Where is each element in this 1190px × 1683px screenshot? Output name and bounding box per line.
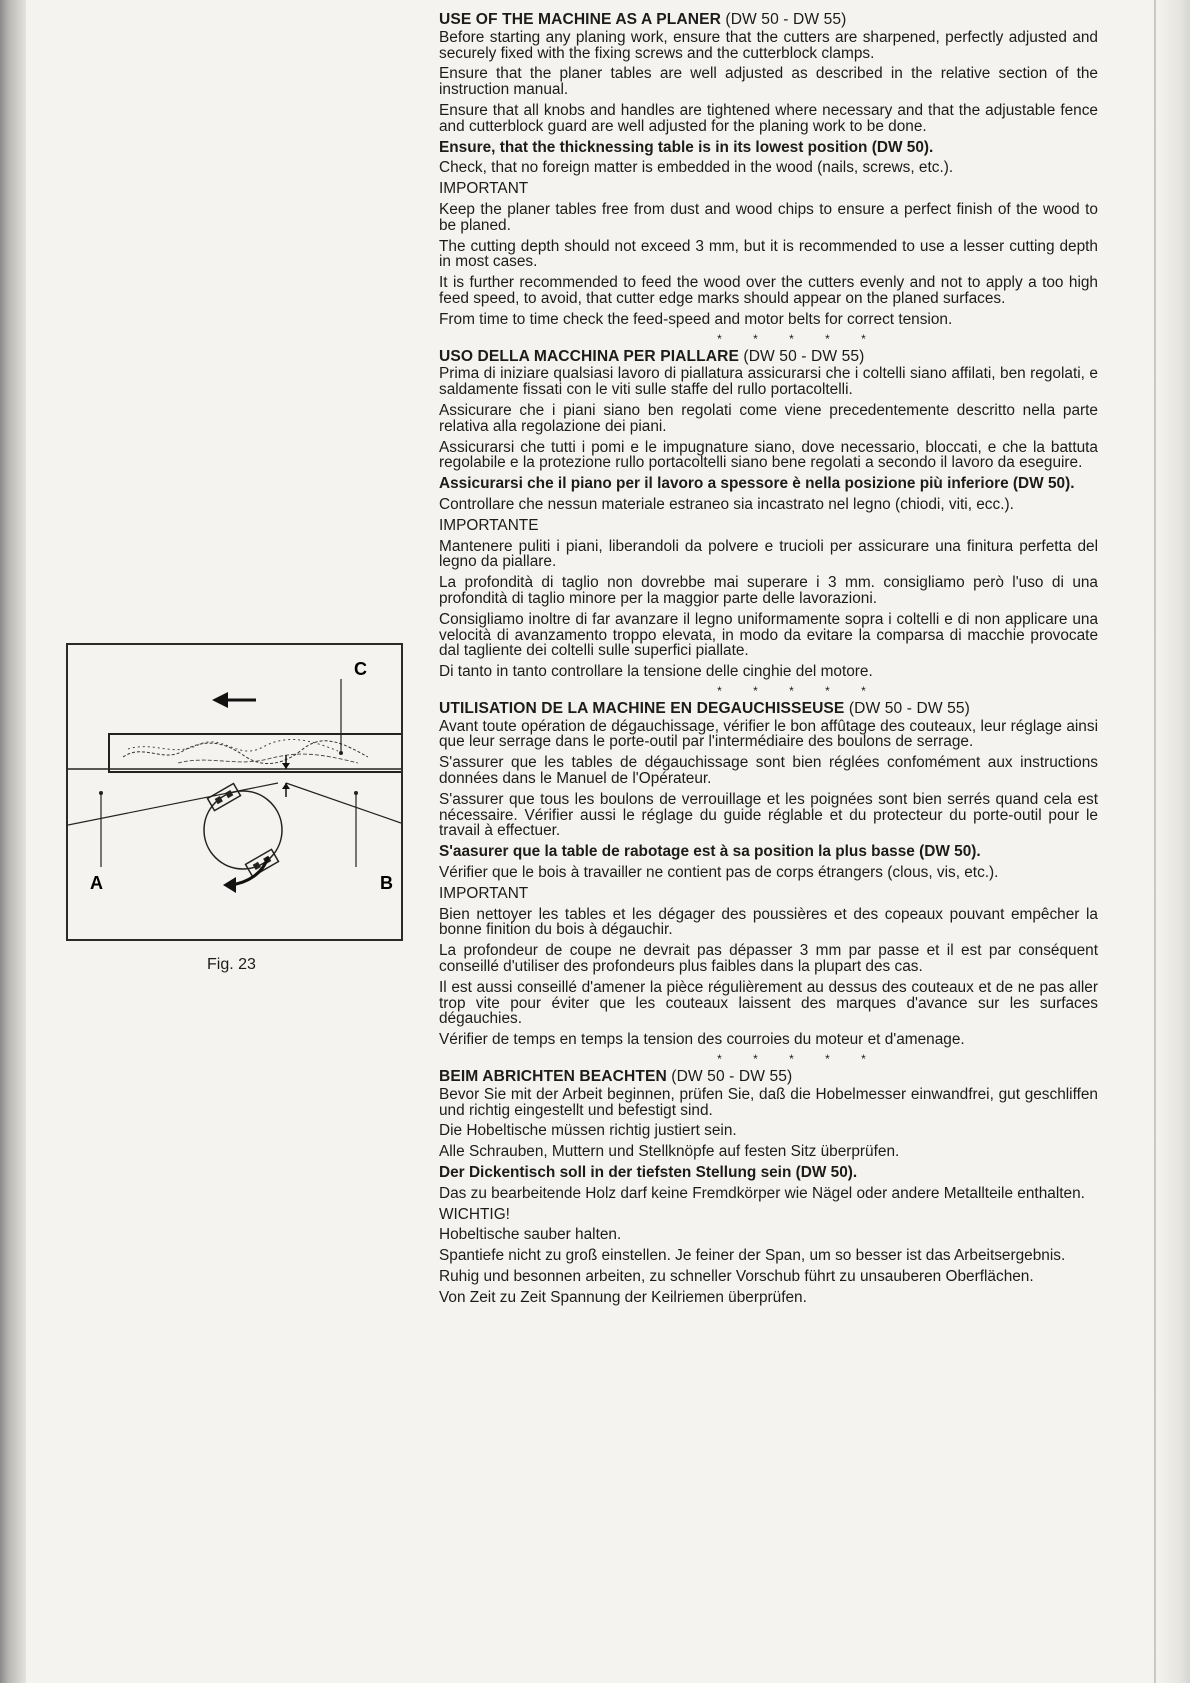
section-separator: * * * * * — [717, 1052, 880, 1067]
paragraph: Vérifier que le bois à travailler ne contient pas de corps étrangers (clous, vis, etc.). — [439, 864, 999, 882]
section-1 — [439, 349, 1098, 680]
paragraph: Prima di iniziare qualsiasi lavoro di piallatura assicurarsi che i coltelli siano affilati, ben regolati, e saldamente fissati con le viti sulle staffe del rullo portacoltelli. — [439, 365, 1098, 399]
page-edge — [1156, 0, 1190, 1683]
paragraph: Check, that no foreign matter is embedded in the wood (nails, screws, etc.). — [439, 159, 954, 177]
label-c: C — [354, 659, 367, 679]
section-heading — [439, 701, 1098, 717]
paragraph: Di tanto in tanto controllare la tensione delle cinghie del motore. — [439, 663, 873, 681]
paragraph: S'assurer que tous les boulons de verrouillage et les poignées sont bien serrés quand cela est nécessaire. Vérifier aussi le réglage du guide réglable et du protecteur du porte-outil pour le travail à effectuer. — [439, 790, 1098, 840]
section-title: USE OF THE MACHINE AS A PLANER — [439, 11, 721, 28]
section-heading — [439, 12, 1098, 28]
paragraph: Assicurarsi che tutti i pomi e le impugnature siano, dove necessario, bloccati, e che la battuta regolabile e la protezione rullo portacoltelli siano bene regolati a secondo il lavoro da eseguire. — [439, 438, 1098, 472]
outfeed-table-line — [286, 783, 401, 823]
paragraph: IMPORTANT — [439, 180, 529, 198]
section-heading — [439, 349, 1098, 365]
bold-paragraph: Der Dickentisch soll in der tiefsten Stellung sein (DW 50). — [439, 1164, 858, 1182]
paragraph: Ensure that the planer tables are well adjusted as described in the relative section of the instruction manual. — [439, 65, 1098, 99]
paragraph: Consigliamo inoltre di far avanzare il legno uniformamente sopra i coltelli e di non applicare una velocità di avanzamento troppo elevata, in modo da evitare la comparsa di macchie provocate dal tagliente dei coltelli sulle superfici piallate. — [439, 610, 1098, 660]
paragraph: Bevor Sie mit der Arbeit beginnen, prüfen Sie, daß die Hobelmesser einwandfrei, gut geschliffen und richtig eingestellt und befestigt sind. — [439, 1085, 1098, 1119]
section-separator: * * * * * — [717, 683, 880, 698]
figure-caption: Fig. 23 — [207, 956, 256, 973]
paragraph: Vérifier de temps en temps la tension des courroies du moteur et d'amenage. — [439, 1031, 965, 1049]
label-b: B — [380, 873, 393, 893]
text-column — [439, 12, 1098, 1311]
paragraph: Von Zeit zu Zeit Spannung der Keilriemen überprüfen. — [439, 1288, 807, 1306]
paragraph: La profondità di taglio non dovrebbe mai superare i 3 mm. consigliamo però l'uso di una profondità di taglio minore per la maggior parte delle lavorazioni. — [439, 574, 1098, 607]
paragraph: Il est aussi conseillé d'amener la pièce régulièrement au dessus des couteaux et de ne pas aller trop vite pour éviter que les couteaux laissent des marques d'avance sur les surfaces dégauchies. — [439, 978, 1098, 1028]
paragraph: Avant toute opération de dégauchissage, vérifier le bon affûtage des couteaux, leur réglage ainsi que leur serrage dans le porte-outil par l'intermédiaire des boulons de serrage. — [439, 717, 1098, 751]
bold-paragraph: S'aasurer que la table de rabotage est à sa position la plus basse (DW 50). — [439, 843, 981, 861]
paragraph: IMPORTANTE — [439, 516, 539, 534]
feed-arrow-head — [212, 692, 228, 708]
planer-diagram — [68, 645, 401, 939]
paragraph: It is further recommended to feed the wood over the cutters evenly and not to apply a too high feed speed, to avoid, that cutter edge marks should appear on the planed surfaces. — [439, 274, 1098, 307]
binding-shadow — [0, 0, 26, 1683]
cutterblock — [204, 791, 282, 869]
paragraph: Assicurare che i piani siano ben regolati come viene precedentemente descritto nella parte relativa alla regolazione dei piani. — [439, 401, 1098, 435]
paragraph: Bien nettoyer les tables et les dégager des poussières et des copeaux pouvant empêcher la bonne finition du bois à dégauchir. — [439, 905, 1098, 939]
label-a: A — [90, 873, 103, 893]
cutter-knives — [208, 784, 279, 877]
paragraph: Spantiefe nicht zu groß einstellen. Je feiner der Span, um so besser ist das Arbeitsergebnis. — [439, 1247, 1066, 1265]
paragraph: La profondeur de coupe ne devrait pas dépasser 3 mm par passe et il est par conséquent conseillé d'utiliser des profondeurs plus faibles dans la plupart des cas. — [439, 942, 1098, 976]
section-title: BEIM ABRICHTEN BEACHTEN — [439, 1068, 667, 1086]
figure-23 — [66, 643, 403, 941]
bold-paragraph: Ensure, that the thicknessing table is in its lowest position (DW 50). — [439, 138, 934, 156]
paragraph: Hobeltische sauber halten. — [439, 1226, 622, 1244]
infeed-table-line — [68, 783, 278, 825]
paragraph: Ensure that all knobs and handles are tightened where necessary and that the adjustable fence and cutterblock guard are well adjusted for the planing work to be done. — [439, 101, 1098, 135]
paragraph: S'assurer que les tables de dégauchissage sont bien réglées confomément aux instructions données dans le Manuel de l'Opérateur. — [439, 754, 1098, 788]
section-title: USO DELLA MACCHINA PER PIALLARE — [439, 347, 739, 365]
section-3 — [439, 1069, 1098, 1306]
paragraph: Alle Schrauben, Muttern und Stellknöpfe auf festen Sitz überprüfen. — [439, 1143, 900, 1161]
paragraph: IMPORTANT — [439, 884, 529, 902]
section-heading — [439, 1069, 1098, 1085]
paragraph: Die Hobeltische müssen richtig justiert sein. — [439, 1122, 737, 1140]
section-model: (DW 50 - DW 55) — [848, 699, 970, 717]
paragraph: Ruhig und besonnen arbeiten, zu schneller Vorschub führt zu unsauberen Oberflächen. — [439, 1268, 1034, 1285]
wood-grain — [128, 739, 338, 751]
paragraph: Keep the planer tables free from dust and wood chips to ensure a perfect finish of the wood to be planed. — [439, 200, 1098, 234]
paragraph: Mantenere puliti i piani, liberandoli da polvere e trucioli per assicurare una finitura perfetta del legno da piallare. — [439, 537, 1098, 571]
section-2 — [439, 701, 1098, 1048]
section-model: (DW 50 - DW 55) — [743, 347, 865, 365]
section-separator: * * * * * — [717, 331, 880, 346]
section-0 — [439, 12, 1098, 328]
section-model: (DW 50 - DW 55) — [725, 11, 847, 28]
wood-grain — [178, 754, 358, 763]
section-model: (DW 50 - DW 55) — [671, 1068, 793, 1086]
paragraph: WICHTIG! — [439, 1205, 510, 1223]
bold-paragraph: Assicurarsi che il piano per il lavoro a spessore è nella posizione più inferiore (DW 50). — [439, 475, 1075, 493]
paragraph: Das zu bearbeitende Holz darf keine Fremdkörper wie Nägel oder andere Metallteile enthalten. — [439, 1184, 1085, 1202]
wood-grain — [123, 741, 368, 764]
section-title: UTILISATION DE LA MACHINE EN DEGAUCHISSEUSE — [439, 699, 845, 717]
paragraph: Before starting any planing work, ensure that the cutters are sharpened, perfectly adjusted and securely fixed with the fixing screws and the cutterblock clamps. — [439, 28, 1098, 62]
paragraph: Controllare che nessun materiale estraneo sia incastrato nel legno (chiodi, viti, ecc.). — [439, 495, 1014, 513]
paragraph: The cutting depth should not exceed 3 mm, but it is recommended to use a lesser cutting depth in most cases. — [439, 237, 1098, 271]
paragraph: From time to time check the feed-speed and motor belts for correct tension. — [439, 310, 953, 328]
